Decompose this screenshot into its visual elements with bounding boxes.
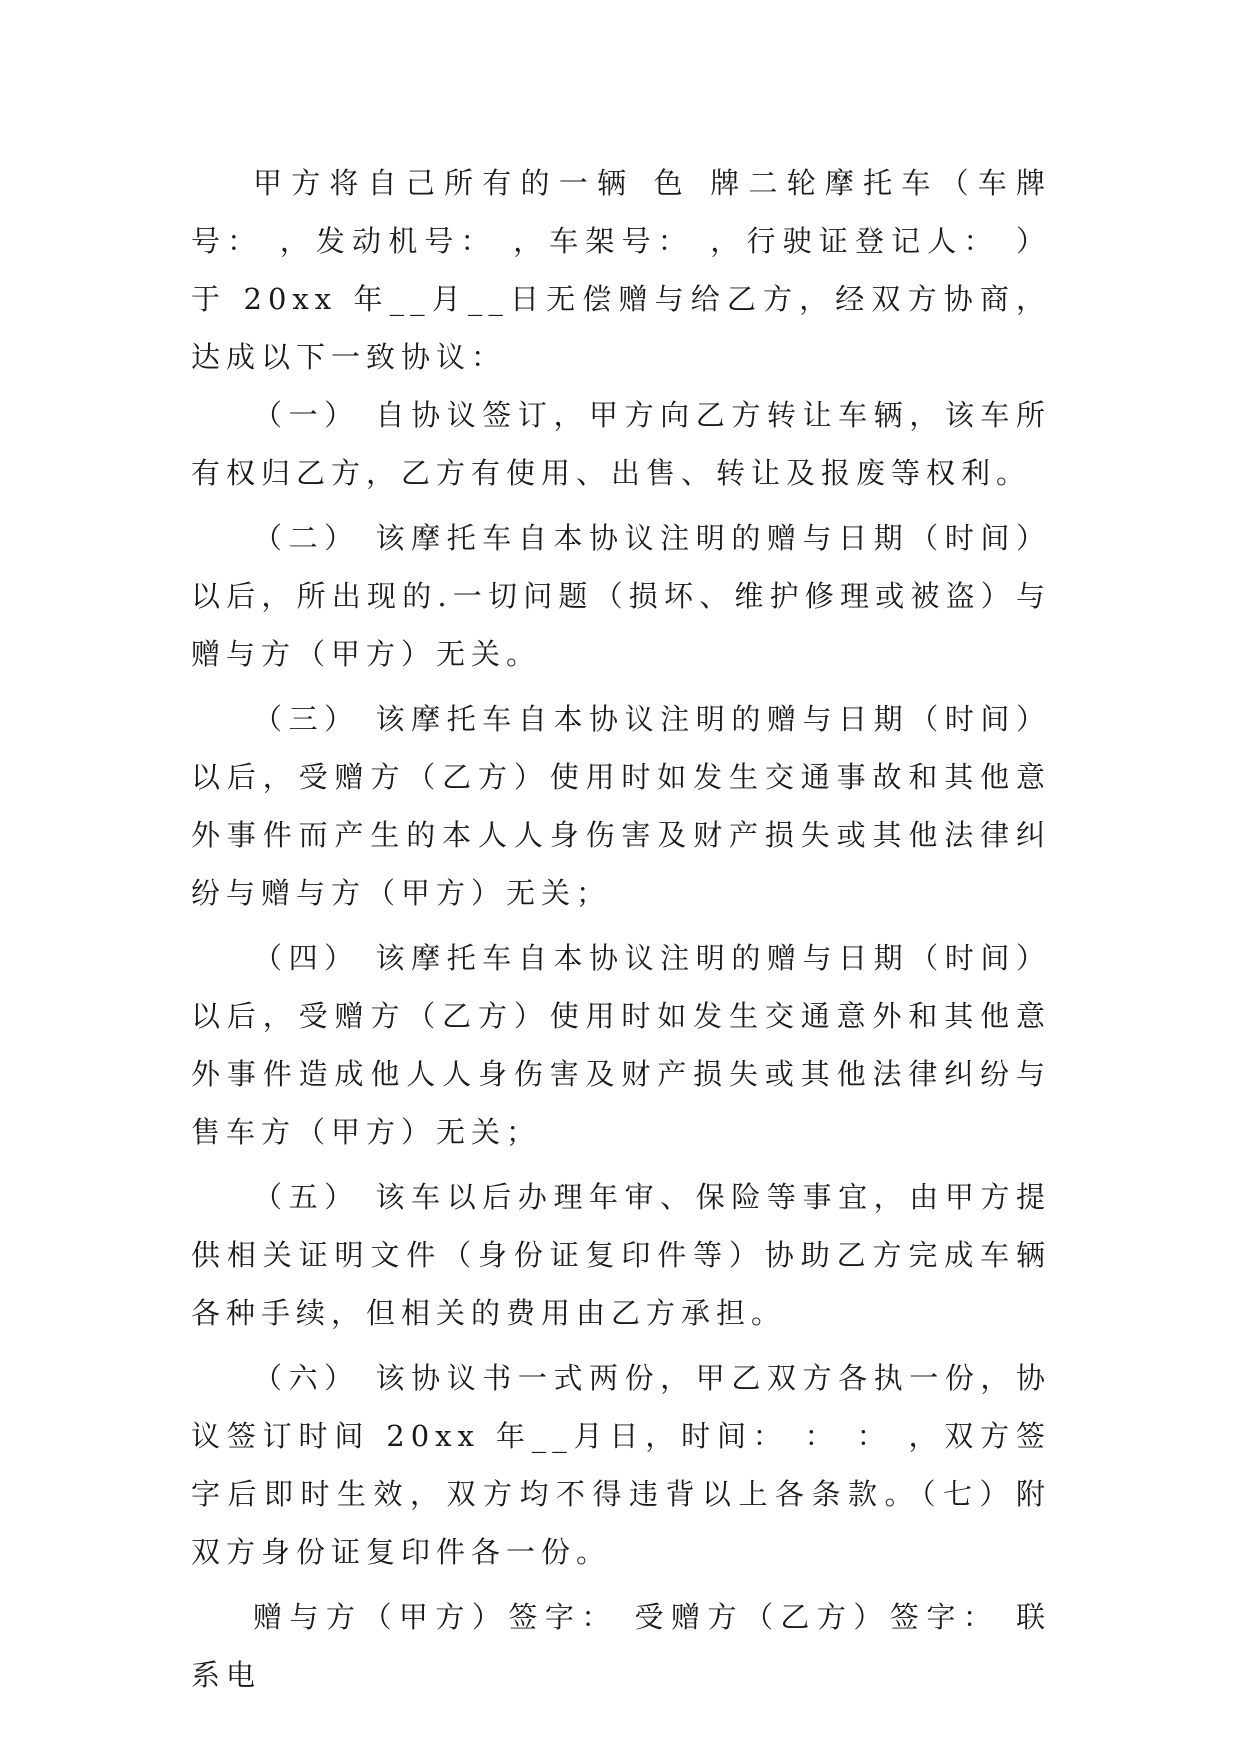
signature-line: 赠与方（甲方）签字： 受赠方（乙方）签字： 联系电 [191, 1600, 1051, 1692]
clause-4: （四） 该摩托车自本协议注明的赠与日期（时间）以后，受赠方（乙方）使用时如发生交通意外和其他意外事件造成他人人身伤害及财产损失或其他法律纠纷与售车方（甲方）无关； [191, 941, 1051, 1149]
clause-1: （一） 自协议签订，甲方向乙方转让车辆，该车所有权归乙方，乙方有使用、出售、转让及报废等权利。 [191, 398, 1051, 490]
clause-5: （五） 该车以后办理年审、保险等事宜，由甲方提供相关证明文件（身份证复印件等）协助乙方完成车辆各种手续，但相关的费用由乙方承担。 [191, 1180, 1051, 1330]
document-body [191, 154, 1051, 1704]
clause-2: （二） 该摩托车自本协议注明的赠与日期（时间）以后，所出现的.一切问题（损坏、维护修理或被盗）与赠与方（甲方）无关。 [191, 521, 1051, 671]
intro-paragraph: 甲方将自己所有的一辆 色 牌二轮摩托车（车牌号： ，发动机号： ，车架号： ，行驶证登记人： ）于 20xx 年__月__日无偿赠与给乙方，经双方协商，达成以下一致协议： [191, 166, 1051, 374]
clause-3: （三） 该摩托车自本协议注明的赠与日期（时间）以后，受赠方（乙方）使用时如发生交通事故和其他意外事件而产生的本人人身伤害及财产损失或其他法律纠纷与赠与方（甲方）无关； [191, 702, 1051, 910]
clause-6: （六） 该协议书一式两份，甲乙双方各执一份，协议签订时间 20xx 年__月日，时间： ： ： ，双方签字后即时生效，双方均不得违背以上各条款。（七）附双方身份证复印件各一份。 [191, 1361, 1051, 1569]
